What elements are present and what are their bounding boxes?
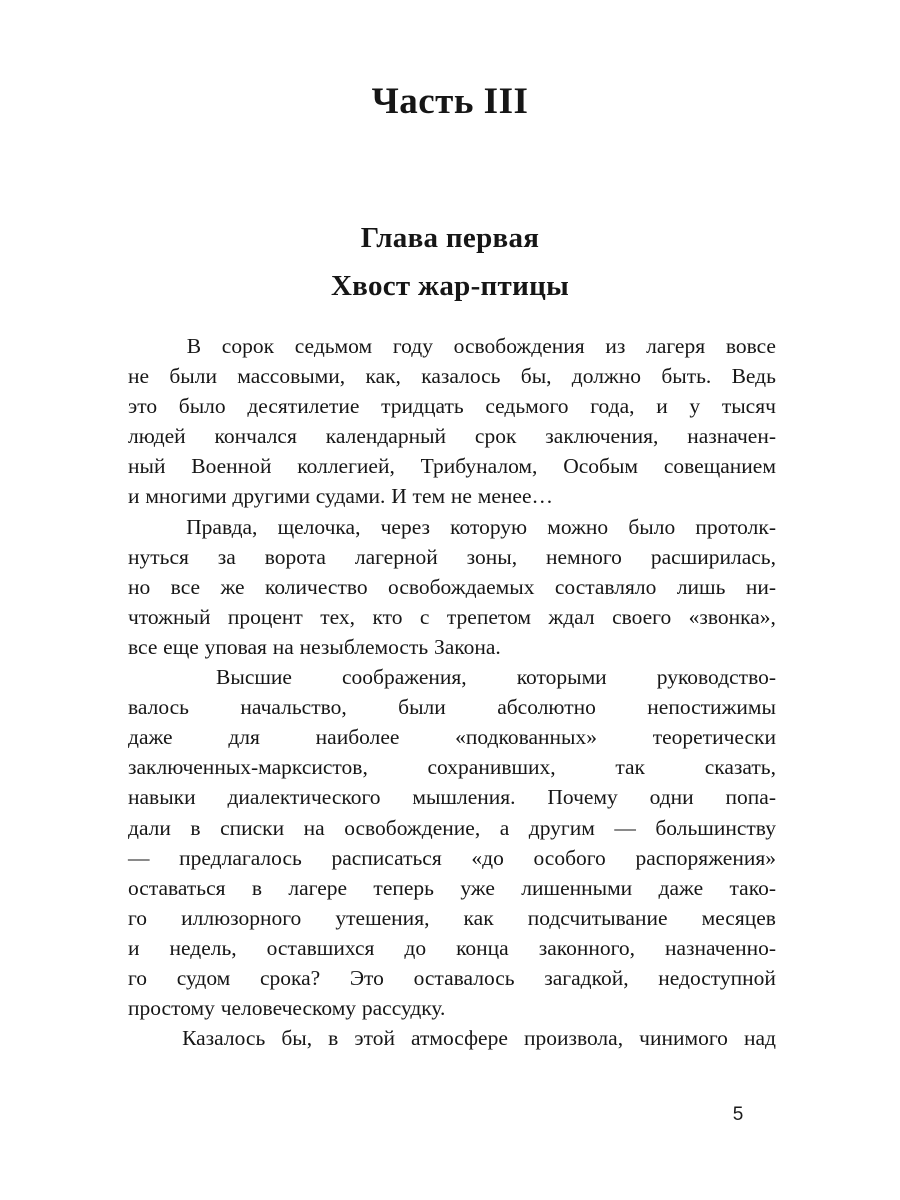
word: ждал <box>548 604 595 629</box>
word: массовыми, <box>237 364 346 389</box>
word: казалось <box>421 364 501 389</box>
word: были <box>169 364 217 389</box>
word: в <box>190 815 201 840</box>
text-line <box>128 906 776 936</box>
word: атмосфере <box>411 1026 508 1051</box>
word: другим <box>528 815 595 840</box>
text-line <box>128 846 776 876</box>
text-line <box>128 364 776 394</box>
word: были <box>398 695 446 720</box>
word: не <box>128 364 150 389</box>
word: «звонка», <box>688 604 776 629</box>
text-line <box>128 876 776 906</box>
word: предлагалось <box>179 845 302 870</box>
body-text <box>128 334 776 1056</box>
word: седьмого <box>485 394 569 419</box>
word: срока? <box>259 965 321 990</box>
word: ни- <box>745 574 776 599</box>
word: лишенными <box>521 875 633 900</box>
word: должно <box>571 364 642 389</box>
word: лагеря <box>646 334 706 358</box>
word: которыми <box>516 665 607 690</box>
word: конца <box>456 935 509 960</box>
word: даже <box>128 725 173 750</box>
text-line <box>128 575 776 605</box>
word: В <box>186 334 202 358</box>
word: рассудку. <box>361 996 446 1021</box>
word: наиболее <box>315 725 400 750</box>
word: на <box>272 634 294 659</box>
word: срок <box>474 424 517 449</box>
word: загадкой, <box>544 965 629 990</box>
word: и <box>128 935 140 960</box>
word: дали <box>128 815 171 840</box>
paragraph <box>128 334 776 515</box>
word: Почему <box>547 785 618 810</box>
word: человеческому <box>220 996 357 1021</box>
word: произвола, <box>523 1026 624 1051</box>
text-line <box>128 394 776 424</box>
word: все <box>170 574 201 599</box>
word: го <box>128 965 148 990</box>
word: заключения, <box>545 424 659 449</box>
word: совещанием <box>663 454 776 479</box>
word: бы, <box>281 1026 313 1051</box>
word: из <box>605 334 626 358</box>
word: календарный <box>325 424 447 449</box>
word: для <box>228 725 260 750</box>
word: незыблемость <box>299 634 429 659</box>
word: которую <box>450 514 528 539</box>
word: валось <box>128 695 189 720</box>
text-line <box>128 996 776 1026</box>
paragraph <box>128 515 776 665</box>
word: протолк- <box>695 514 776 539</box>
word: чтожный <box>128 604 211 629</box>
word: назначенно- <box>664 935 776 960</box>
word: было <box>628 514 676 539</box>
word: уповая <box>204 634 267 659</box>
word: и <box>128 484 140 509</box>
text-line <box>128 454 776 484</box>
word: недель, <box>169 935 237 960</box>
word: и <box>656 394 668 419</box>
word: до <box>404 935 427 960</box>
word: непостижимы <box>647 695 776 720</box>
word: еще <box>163 634 199 659</box>
word: — <box>128 845 150 870</box>
word: лагерной <box>354 544 438 569</box>
word: сорок <box>221 334 275 358</box>
word: другими <box>232 484 310 509</box>
word: освобождения <box>453 334 585 358</box>
word: Особым <box>563 454 639 479</box>
text-line <box>128 966 776 996</box>
paragraph <box>128 665 776 1026</box>
word: Военной <box>191 454 272 479</box>
text-line <box>128 635 776 665</box>
word: тем <box>412 484 446 509</box>
word: в <box>328 1026 339 1051</box>
word: недоступной <box>658 965 776 990</box>
word: года, <box>590 394 635 419</box>
word: оставаться <box>128 875 226 900</box>
part-title: Часть III <box>371 81 529 122</box>
word: большинству <box>655 815 776 840</box>
word: Закона. <box>433 634 501 659</box>
word: бы, <box>520 364 552 389</box>
word: лагере <box>288 875 348 900</box>
word: распоряжения» <box>635 845 776 870</box>
word: зоны, <box>466 544 518 569</box>
word: утешения, <box>335 905 430 930</box>
word: простому <box>128 996 215 1021</box>
text-line <box>128 334 776 364</box>
word: судом <box>176 965 231 990</box>
word: в <box>251 875 263 900</box>
word: над <box>743 1026 776 1051</box>
word: судами. <box>315 484 386 509</box>
word: Высшие <box>216 665 292 690</box>
word: тако- <box>729 875 776 900</box>
chapter-title-heading: Хвост жар-птицы <box>330 270 570 302</box>
text-line <box>128 424 776 454</box>
word: составляло <box>554 574 657 599</box>
word: законного, <box>538 935 636 960</box>
word: диалектического <box>227 785 381 810</box>
word: щелочка, <box>277 514 361 539</box>
word: так <box>615 755 646 780</box>
word: Правда, <box>186 514 258 539</box>
word: И <box>391 484 407 509</box>
word: как, <box>365 364 401 389</box>
word: на <box>303 815 325 840</box>
word: быть. <box>661 364 712 389</box>
word: расписаться <box>331 845 442 870</box>
word: месяцев <box>701 905 776 930</box>
word: немного <box>545 544 622 569</box>
word: оставалось <box>413 965 515 990</box>
word: Трибуналом, <box>420 454 538 479</box>
text-line <box>128 816 776 846</box>
text-line <box>128 515 776 545</box>
text-line <box>128 484 776 514</box>
paragraph <box>128 1026 776 1056</box>
word: как <box>463 905 494 930</box>
word: процент <box>227 604 303 629</box>
word: го <box>128 905 148 930</box>
text-line <box>128 936 776 966</box>
word: сказать, <box>704 755 776 780</box>
word: кто <box>372 604 403 629</box>
word: расширилась, <box>650 544 776 569</box>
word: седьмом <box>294 334 373 358</box>
text-line <box>128 755 776 785</box>
word: году <box>392 334 433 358</box>
word: не <box>450 484 472 509</box>
text-line <box>128 725 776 755</box>
word: за <box>217 544 236 569</box>
word: лишь <box>676 574 726 599</box>
word: даже <box>658 875 704 900</box>
word: количество <box>264 574 368 599</box>
word: теоретически <box>652 725 776 750</box>
word: списки <box>220 815 285 840</box>
word: чинимого <box>639 1026 728 1051</box>
word: освобождение, <box>344 815 481 840</box>
word: а <box>499 815 510 840</box>
text-line <box>128 785 776 815</box>
word: многими <box>145 484 227 509</box>
word: Казалось <box>182 1026 266 1051</box>
word: это <box>128 394 158 419</box>
word: у <box>689 394 701 419</box>
word: абсолютно <box>497 695 596 720</box>
word: ворота <box>264 544 326 569</box>
word: «подкованных» <box>455 725 597 750</box>
word: кончался <box>214 424 297 449</box>
word: одни <box>649 785 694 810</box>
text-line <box>128 695 776 725</box>
text-line <box>128 665 776 695</box>
word: теперь <box>373 875 434 900</box>
word: вовсе <box>725 334 776 358</box>
word: тех, <box>320 604 356 629</box>
word: уже <box>460 875 495 900</box>
word: заключенных-марксистов, <box>128 755 368 780</box>
word: мышления. <box>412 785 516 810</box>
word: менее… <box>477 484 553 509</box>
word: коллегией, <box>297 454 395 479</box>
word: оставшихся <box>266 935 375 960</box>
text-line <box>128 605 776 635</box>
word: «до <box>471 845 504 870</box>
word: — <box>614 815 636 840</box>
word: навыки <box>128 785 196 810</box>
word: все <box>128 634 158 659</box>
word: подсчитывание <box>527 905 668 930</box>
word: десятилетие <box>247 394 360 419</box>
word: же <box>220 574 245 599</box>
word: было <box>178 394 226 419</box>
word: тридцать <box>381 394 464 419</box>
word: своего <box>612 604 672 629</box>
word: Ведь <box>731 364 776 389</box>
word: иллюзорного <box>181 905 302 930</box>
word: нуться <box>128 544 189 569</box>
page-number: 5 <box>732 1104 744 1125</box>
word: с <box>419 604 430 629</box>
word: сохранивших, <box>427 755 556 780</box>
chapter-number-heading: Глава первая <box>360 222 540 254</box>
text-line <box>128 1026 776 1056</box>
word: тысяч <box>721 394 776 419</box>
word: назначен- <box>687 424 776 449</box>
word: Это <box>349 965 384 990</box>
word: но <box>128 574 151 599</box>
word: соображения, <box>342 665 467 690</box>
word: ный <box>128 454 166 479</box>
word: попа- <box>725 785 776 810</box>
word: людей <box>128 424 186 449</box>
word: руководство- <box>656 665 776 690</box>
word: через <box>380 514 430 539</box>
word: можно <box>547 514 609 539</box>
text-line <box>128 545 776 575</box>
word: особого <box>533 845 606 870</box>
word: освобождаемых <box>388 574 535 599</box>
word: начальство, <box>240 695 347 720</box>
word: трепетом <box>446 604 531 629</box>
word: этой <box>354 1026 395 1051</box>
